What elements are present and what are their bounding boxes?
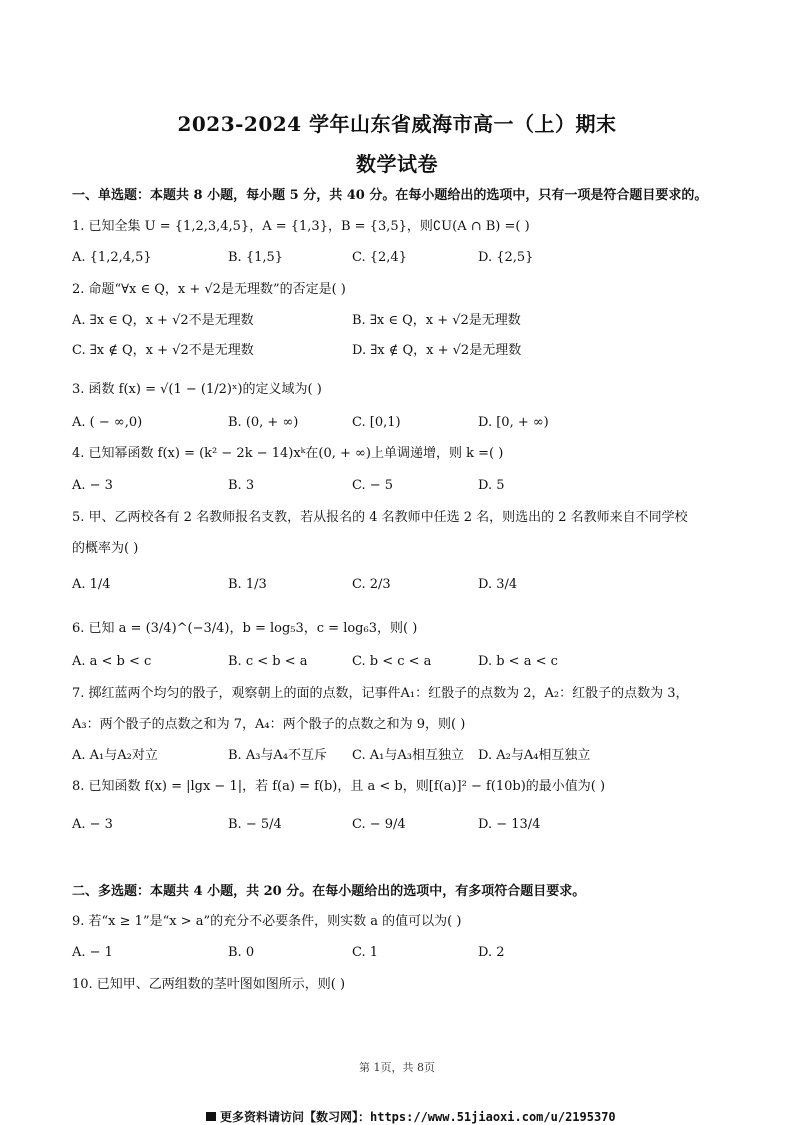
question-1-option-c: C. {2,4} (352, 250, 407, 265)
question-2-option-b: B. ∃x ∈ Q，x + √2是无理数 (352, 313, 521, 328)
question-6-option-c: C. b < c < a (352, 654, 432, 669)
flag-icon (206, 1112, 216, 1121)
question-7-stem-line-2: A₃：两个骰子的点数之和为 7，A₄：两个骰子的点数之和为 9，则( ) (72, 717, 466, 732)
question-3-option-c: C. [0,1) (352, 415, 401, 430)
question-3-option-b: B. (0, + ∞) (228, 415, 299, 430)
question-1-stem: 1. 已知全集 U = {1,2,3,4,5}，A = {1,3}，B = {3,5}，则∁U(A ∩ B) =( ) (72, 219, 530, 234)
question-6-option-d: D. b < a < c (478, 654, 558, 669)
question-7-option-c: C. A₁与A₃相互独立 (352, 748, 464, 763)
question-4-option-c: C. − 5 (352, 478, 394, 493)
question-6-option-b: B. c < b < a (228, 654, 308, 669)
question-3-option-d: D. [0, + ∞) (478, 415, 549, 430)
question-8-option-a: A. − 3 (72, 817, 113, 832)
question-4-stem: 4. 已知幂函数 f(x) = (k² − 2k − 14)xᵏ在(0, + ∞)上单调递增，则 k =( ) (72, 446, 504, 461)
question-7-stem-line-1: 7. 掷红蓝两个均匀的骰子，观察朝上的面的点数，记事件A₁：红骰子的点数为 2，A₂：红骰子的点数为 3， (72, 686, 689, 701)
question-5-option-c: C. 2/3 (352, 577, 391, 592)
footer-ad-link[interactable]: 更多资料请访问【数习网】：https://www.51jiaoxi.com/u/2195370 (220, 1110, 616, 1124)
question-8-option-b: B. − 5/4 (228, 817, 282, 832)
question-4-option-d: D. 5 (478, 478, 505, 493)
question-7-option-b: B. A₃与A₄不互斥 (228, 748, 328, 763)
question-2-stem: 2. 命题“∀x ∈ Q，x + √2是无理数”的否定是( ) (72, 282, 346, 297)
question-1-option-d: D. {2,5} (478, 250, 534, 265)
question-2-option-d: D. ∃x ∉ Q，x + √2是无理数 (352, 343, 522, 358)
question-6-option-a: A. a < b < c (72, 654, 152, 669)
question-5-option-d: D. 3/4 (478, 577, 518, 592)
question-2-option-a: A. ∃x ∈ Q，x + √2不是无理数 (72, 313, 254, 328)
question-5-stem-line-1: 5. 甲、乙两校各有 2 名教师报名支教，若从报名的 4 名教师中任选 2 名，则选出的 2 名教师来自不同学校 (72, 510, 688, 525)
question-10-stem: 10. 已知甲、乙两组数的茎叶图如图所示，则( ) (72, 977, 346, 992)
section-heading-multi: 二、多选题：本题共 4 小题，共 20 分。在每小题给出的选项中，有多项符合题目要求。 (72, 884, 586, 899)
question-8-option-d: D. − 13/4 (478, 817, 541, 832)
page-subtitle: 数学试卷 (356, 152, 438, 176)
question-9-option-a: A. − 1 (72, 945, 113, 960)
footer-ad (206, 1108, 616, 1125)
question-9-option-d: D. 2 (478, 945, 505, 960)
page-number: 第 1页，共 8页 (359, 1061, 435, 1074)
question-7-option-a: A. A₁与A₂对立 (72, 748, 158, 763)
question-1-option-b: B. {1,5} (228, 250, 284, 265)
question-1-option-a: A. {1,2,4,5} (72, 250, 152, 265)
question-8-option-c: C. − 9/4 (352, 817, 406, 832)
question-9-stem: 9. 若“x ≥ 1”是“x > a”的充分不必要条件，则实数 a 的值可以为( ) (72, 914, 462, 929)
question-3-stem: 3. 函数 f(x) = √(1 − (1/2)ˣ)的定义域为( ) (72, 382, 322, 397)
question-9-option-b: B. 0 (228, 945, 255, 960)
question-5-stem-line-2: 的概率为( ) (72, 541, 139, 556)
question-8-stem: 8. 已知函数 f(x) = |lgx − 1|，若 f(a) = f(b)，且 a < b，则[f(a)]² − f(10b)的最小值为( ) (72, 779, 606, 794)
page-title: 2023-2024 学年山东省威海市高一（上）期末 (177, 112, 617, 136)
question-3-option-a: A. ( − ∞,0) (72, 415, 143, 430)
question-2-option-c: C. ∃x ∉ Q，x + √2不是无理数 (72, 343, 254, 358)
question-5-option-a: A. 1/4 (72, 577, 111, 592)
question-5-option-b: B. 1/3 (228, 577, 267, 592)
question-4-option-a: A. − 3 (72, 478, 113, 493)
question-6-stem: 6. 已知 a = (3/4)^(−3/4)，b = log₅3，c = log₆3，则( ) (72, 621, 418, 636)
section-heading-single: 一、单选题：本题共 8 小题，每小题 5 分，共 40 分。在每小题给出的选项中，只有一项是符合题目要求的。 (72, 188, 708, 203)
question-4-option-b: B. 3 (228, 478, 255, 493)
question-9-option-c: C. 1 (352, 945, 379, 960)
question-7-option-d: D. A₂与A₄相互独立 (478, 748, 591, 763)
